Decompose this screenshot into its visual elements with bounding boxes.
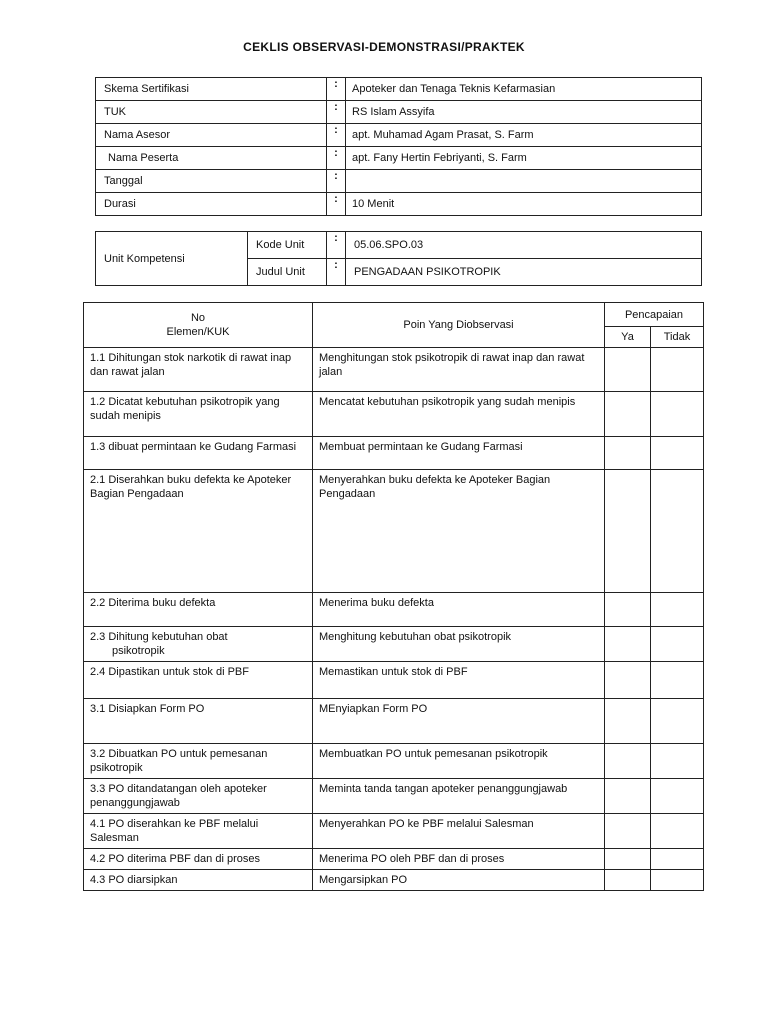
table-row	[84, 814, 704, 849]
ya-checkbox-cell[interactable]	[605, 744, 651, 779]
poin-cell: Mencatat kebutuhan psikotropik yang sudah menipis	[313, 392, 605, 437]
info-value: apt. Muhamad Agam Prasat, S. Farm	[346, 124, 702, 147]
ya-checkbox-cell[interactable]	[605, 437, 651, 470]
kuk-text: 2.3 Dihitung kebutuhan obat	[90, 631, 228, 643]
info-colon: :	[327, 124, 346, 147]
tidak-checkbox-cell[interactable]	[651, 392, 704, 437]
info-colon: :	[327, 101, 346, 124]
tidak-checkbox-cell[interactable]	[651, 593, 704, 627]
info-label: TUK	[96, 101, 327, 124]
tidak-checkbox-cell[interactable]	[651, 662, 704, 699]
info-value: apt. Fany Hertin Febriyanti, S. Farm	[346, 147, 702, 170]
tidak-checkbox-cell[interactable]	[651, 814, 704, 849]
kuk-cell: 4.2 PO diterima PBF dan di proses	[84, 849, 313, 870]
unit-colon: :	[327, 259, 346, 286]
unit-table	[95, 231, 702, 286]
poin-cell: Memastikan untuk stok di PBF	[313, 662, 605, 699]
checklist-table	[83, 302, 704, 891]
kuk-cell: 3.2 Dibuatkan PO untuk pemesanan psikotropik	[84, 744, 313, 779]
kuk-cell: 2.4 Dipastikan untuk stok di PBF	[84, 662, 313, 699]
kuk-cell: 4.3 PO diarsipkan	[84, 870, 313, 891]
info-row-asesor	[96, 124, 702, 147]
tidak-checkbox-cell[interactable]	[651, 348, 704, 392]
table-row	[84, 870, 704, 891]
info-value	[346, 170, 702, 193]
info-value: Apoteker dan Tenaga Teknis Kefarmasian	[346, 78, 702, 101]
header-poin: Poin Yang Diobservasi	[313, 303, 605, 348]
ya-checkbox-cell[interactable]	[605, 348, 651, 392]
header-pencapaian: Pencapaian	[605, 303, 704, 327]
kode-unit-value: 05.06.SPO.03	[346, 232, 702, 259]
kuk-text-continuation: psikotropik	[112, 645, 165, 657]
kuk-text: Diserahkan buku defekta ke Apoteker Bagian Pengadaan	[90, 474, 292, 500]
ya-checkbox-cell[interactable]	[605, 627, 651, 662]
tidak-checkbox-cell[interactable]	[651, 437, 704, 470]
tidak-checkbox-cell[interactable]	[651, 699, 704, 744]
table-row	[84, 627, 704, 662]
ya-checkbox-cell[interactable]	[605, 779, 651, 814]
tidak-checkbox-cell[interactable]	[651, 779, 704, 814]
kuk-cell: 3.3 PO ditandatangan oleh apoteker penanggungjawab	[84, 779, 313, 814]
kuk-cell: 1.3 dibuat permintaan ke Gudang Farmasi	[84, 437, 313, 470]
header-ya: Ya	[605, 327, 651, 348]
table-row	[84, 849, 704, 870]
info-colon: :	[327, 193, 346, 216]
info-row-tanggal	[96, 170, 702, 193]
ya-checkbox-cell[interactable]	[605, 814, 651, 849]
info-label: Nama Peserta	[96, 147, 327, 170]
table-row	[84, 470, 704, 593]
poin-cell: Menyerahkan PO ke PBF melalui Salesman	[313, 814, 605, 849]
poin-cell: Menghitung kebutuhan obat psikotropik	[313, 627, 605, 662]
header-no-label: No	[190, 312, 206, 324]
table-row	[84, 392, 704, 437]
kuk-cell: 1.1 Dihitungan stok narkotik di rawat inap dan rawat jalan	[84, 348, 313, 392]
info-colon: :	[327, 170, 346, 193]
poin-cell: Membuatkan PO untuk pemesanan psikotropik	[313, 744, 605, 779]
table-row	[84, 348, 704, 392]
ya-checkbox-cell[interactable]	[605, 470, 651, 593]
table-row	[84, 437, 704, 470]
table-row	[84, 662, 704, 699]
ya-checkbox-cell[interactable]	[605, 662, 651, 699]
checklist-header-row	[84, 303, 704, 327]
unit-kompetensi-label: Unit Kompetensi	[96, 232, 248, 286]
info-value: 10 Menit	[346, 193, 702, 216]
unit-colon: :	[327, 232, 346, 259]
poin-cell: Membuat permintaan ke Gudang Farmasi	[313, 437, 605, 470]
kuk-cell: 2.2 Diterima buku defekta	[84, 593, 313, 627]
table-row	[84, 593, 704, 627]
judul-unit-label: Judul Unit	[248, 259, 327, 286]
ya-checkbox-cell[interactable]	[605, 699, 651, 744]
poin-cell: Menerima PO oleh PBF dan di proses	[313, 849, 605, 870]
header-elemen-kuk	[84, 303, 313, 348]
table-row	[84, 744, 704, 779]
kuk-cell	[84, 470, 313, 593]
info-value: RS Islam Assyifa	[346, 101, 702, 124]
tidak-checkbox-cell[interactable]	[651, 470, 704, 593]
info-row-peserta	[96, 147, 702, 170]
poin-cell: Menerima buku defekta	[313, 593, 605, 627]
poin-cell: Meminta tanda tangan apoteker penanggungjawab	[313, 779, 605, 814]
kuk-number: 2.1	[90, 474, 106, 486]
tidak-checkbox-cell[interactable]	[651, 744, 704, 779]
unit-row-kode	[96, 232, 702, 259]
info-colon: :	[327, 147, 346, 170]
poin-cell: Menghitungan stok psikotropik di rawat inap dan rawat jalan	[313, 348, 605, 392]
judul-unit-value: PENGADAAN PSIKOTROPIK	[346, 259, 702, 286]
kuk-cell: 3.1 Disiapkan Form PO	[84, 699, 313, 744]
info-table	[95, 77, 702, 216]
info-label: Durasi	[96, 193, 327, 216]
kuk-cell: 1.2 Dicatat kebutuhan psikotropik yang sudah menipis	[84, 392, 313, 437]
kuk-cell	[84, 627, 313, 662]
info-label: Tanggal	[96, 170, 327, 193]
info-label: Nama Asesor	[96, 124, 327, 147]
poin-cell: Mengarsipkan PO	[313, 870, 605, 891]
tidak-checkbox-cell[interactable]	[651, 627, 704, 662]
ya-checkbox-cell[interactable]	[605, 849, 651, 870]
poin-cell: MEnyiapkan Form PO	[313, 699, 605, 744]
kuk-cell: 4.1 PO diserahkan ke PBF melalui Salesman	[84, 814, 313, 849]
info-label: Skema Sertifikasi	[96, 78, 327, 101]
table-row	[84, 699, 704, 744]
ya-checkbox-cell[interactable]	[605, 392, 651, 437]
tidak-checkbox-cell[interactable]	[651, 849, 704, 870]
info-row-skema	[96, 78, 702, 101]
poin-cell: Menyerahkan buku defekta ke Apoteker Bagian Pengadaan	[313, 470, 605, 593]
header-tidak: Tidak	[651, 327, 704, 348]
info-colon: :	[327, 78, 346, 101]
ya-checkbox-cell[interactable]	[605, 593, 651, 627]
kode-unit-label: Kode Unit	[248, 232, 327, 259]
ya-checkbox-cell[interactable]	[605, 870, 651, 891]
info-row-durasi	[96, 193, 702, 216]
document-title: CEKLIS OBSERVASI-DEMONSTRASI/PRAKTEK	[243, 40, 525, 54]
table-row	[84, 779, 704, 814]
header-elemen-label: Elemen/KUK	[166, 326, 230, 338]
tidak-checkbox-cell[interactable]	[651, 870, 704, 891]
info-row-tuk	[96, 101, 702, 124]
